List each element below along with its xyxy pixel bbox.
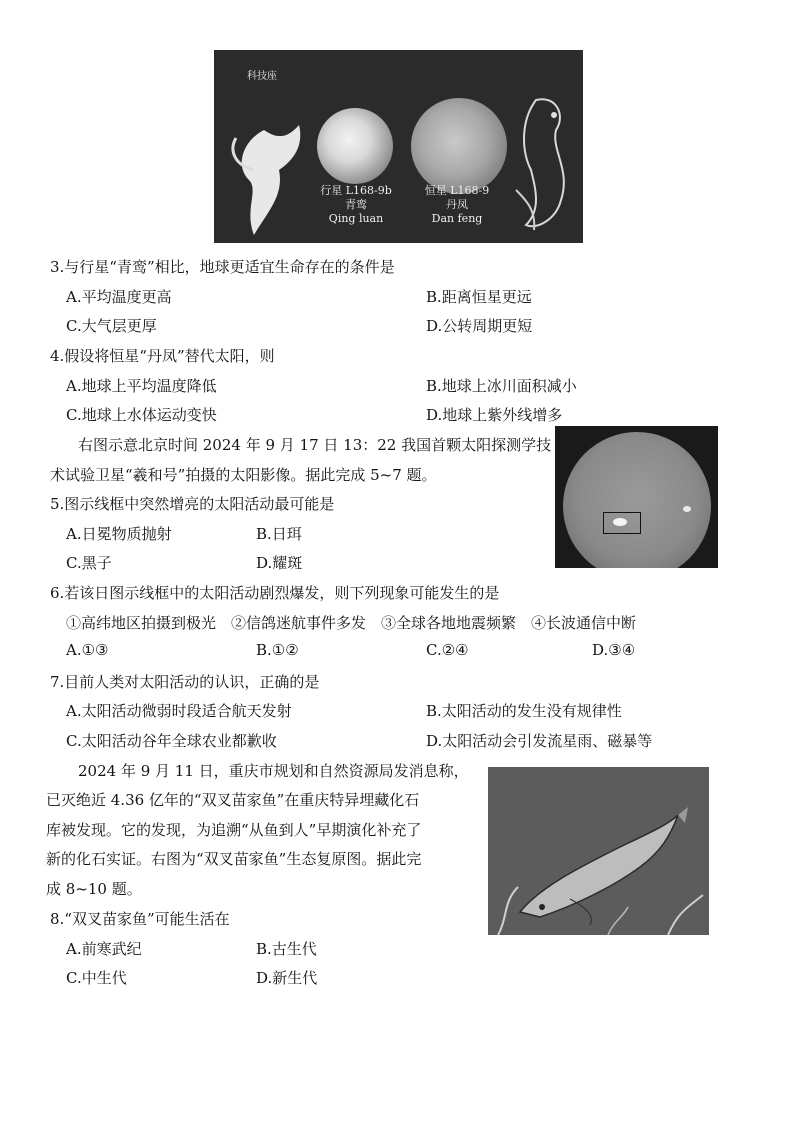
q7-option-d: D.太阳活动会引发流星雨、磁暴等 [426,732,653,750]
planet-caption-line1: 行星 L168-9b [320,184,392,197]
passage-2-line-2: 已灭绝近 4.36 亿年的“双叉苗家鱼”在重庆特异埋藏化石 [46,791,420,809]
q4-option-b: B.地球上冰川面积减小 [426,377,577,395]
passage-1-line-1: 右图示意北京时间 2024 年 9 月 17 日 13：22 我国首颗太阳探测学技 [78,436,552,454]
passage-2-line-4: 新的化石实证。右图为“双叉苗家鱼”生态复原图。据此完 [46,850,422,868]
planet-caption-line3: Qing luan [328,212,384,225]
question-5-stem: 5.图示线框中突然增亮的太阳活动最可能是 [50,495,335,513]
sun-image [555,426,718,568]
q7-option-c: C.太阳活动谷年全球农业都歉收 [66,732,277,750]
q3-option-d: D.公转周期更短 [426,317,533,335]
phoenix-right-icon [506,90,581,240]
question-4-stem: 4.假设将恒星“丹凤”替代太阳，则 [50,347,275,365]
question-6-stem: 6.若该日图示线框中的太阳活动剧烈爆发，则下列现象可能发生的是 [50,584,500,602]
q7-option-a: A.太阳活动微弱时段适合航天发射 [66,702,292,720]
passage-2-line-5: 成 8~10 题。 [46,880,142,898]
highlight-frame [603,512,641,534]
planet-qingluan [317,108,393,184]
star-caption [407,184,507,226]
fish-reconstruction-image [488,767,709,935]
q6-option-d: D.③④ [592,641,636,659]
question-3-stem: 3.与行星“青鸾”相比，地球更适宜生命存在的条件是 [50,258,395,276]
q8-option-d: D.新生代 [256,969,318,987]
planet-caption-line2: 青鸾 [345,198,367,211]
passage-2-line-3: 库被发现。它的发现，为追溯“从鱼到人”早期演化补充了 [46,821,422,839]
phoenix-left-icon [224,110,309,240]
q7-option-b: B.太阳活动的发生没有规律性 [426,702,622,720]
sun-disk [563,432,711,568]
q4-option-a: A.地球上平均温度降低 [66,377,217,395]
banner-header: 科技座 [247,71,277,82]
q3-option-a: A.平均温度更高 [66,288,172,306]
q4-option-d: D.地球上紫外线增多 [426,406,563,424]
q6-statements: ①高纬地区拍摄到极光 ②信鸽迷航事件多发 ③全球各地地震频繁 ④长波通信中断 [66,614,637,632]
planet-caption [306,184,406,226]
star-caption-line1: 恒星 L168-9 [424,184,490,197]
q4-option-c: C.地球上水体运动变快 [66,406,217,424]
q5-option-d: D.耀斑 [256,554,303,572]
q3-option-b: B.距离恒星更远 [426,288,532,306]
question-7-stem: 7.目前人类对太阳活动的认识，正确的是 [50,673,320,691]
star-danfeng [411,98,507,194]
q5-option-a: A.日冕物质抛射 [66,525,172,543]
bright-spot [683,506,691,512]
question-8-stem: 8.“双叉苗家鱼”可能生活在 [50,910,230,928]
q3-option-c: C.大气层更厚 [66,317,157,335]
seabed-plants-icon [488,877,709,935]
q5-option-b: B.日珥 [256,525,302,543]
q8-option-c: C.中生代 [66,969,127,987]
q6-option-a: A.①③ [66,641,109,659]
planet-star-illustration [214,50,583,243]
star-caption-line3: Dan feng [431,212,483,225]
star-caption-line2: 丹凤 [446,198,468,211]
q8-option-a: A.前寒武纪 [66,940,142,958]
q8-option-b: B.古生代 [256,940,317,958]
q6-option-b: B.①② [256,641,299,659]
passage-1-line-2: 术试验卫星“羲和号”拍摄的太阳影像。据此完成 5~7 题。 [50,466,437,484]
q5-option-c: C.黑子 [66,554,112,572]
passage-2-line-1: 2024 年 9 月 11 日，重庆市规划和自然资源局发消息称， [78,762,469,780]
q6-option-c: C.②④ [426,641,469,659]
